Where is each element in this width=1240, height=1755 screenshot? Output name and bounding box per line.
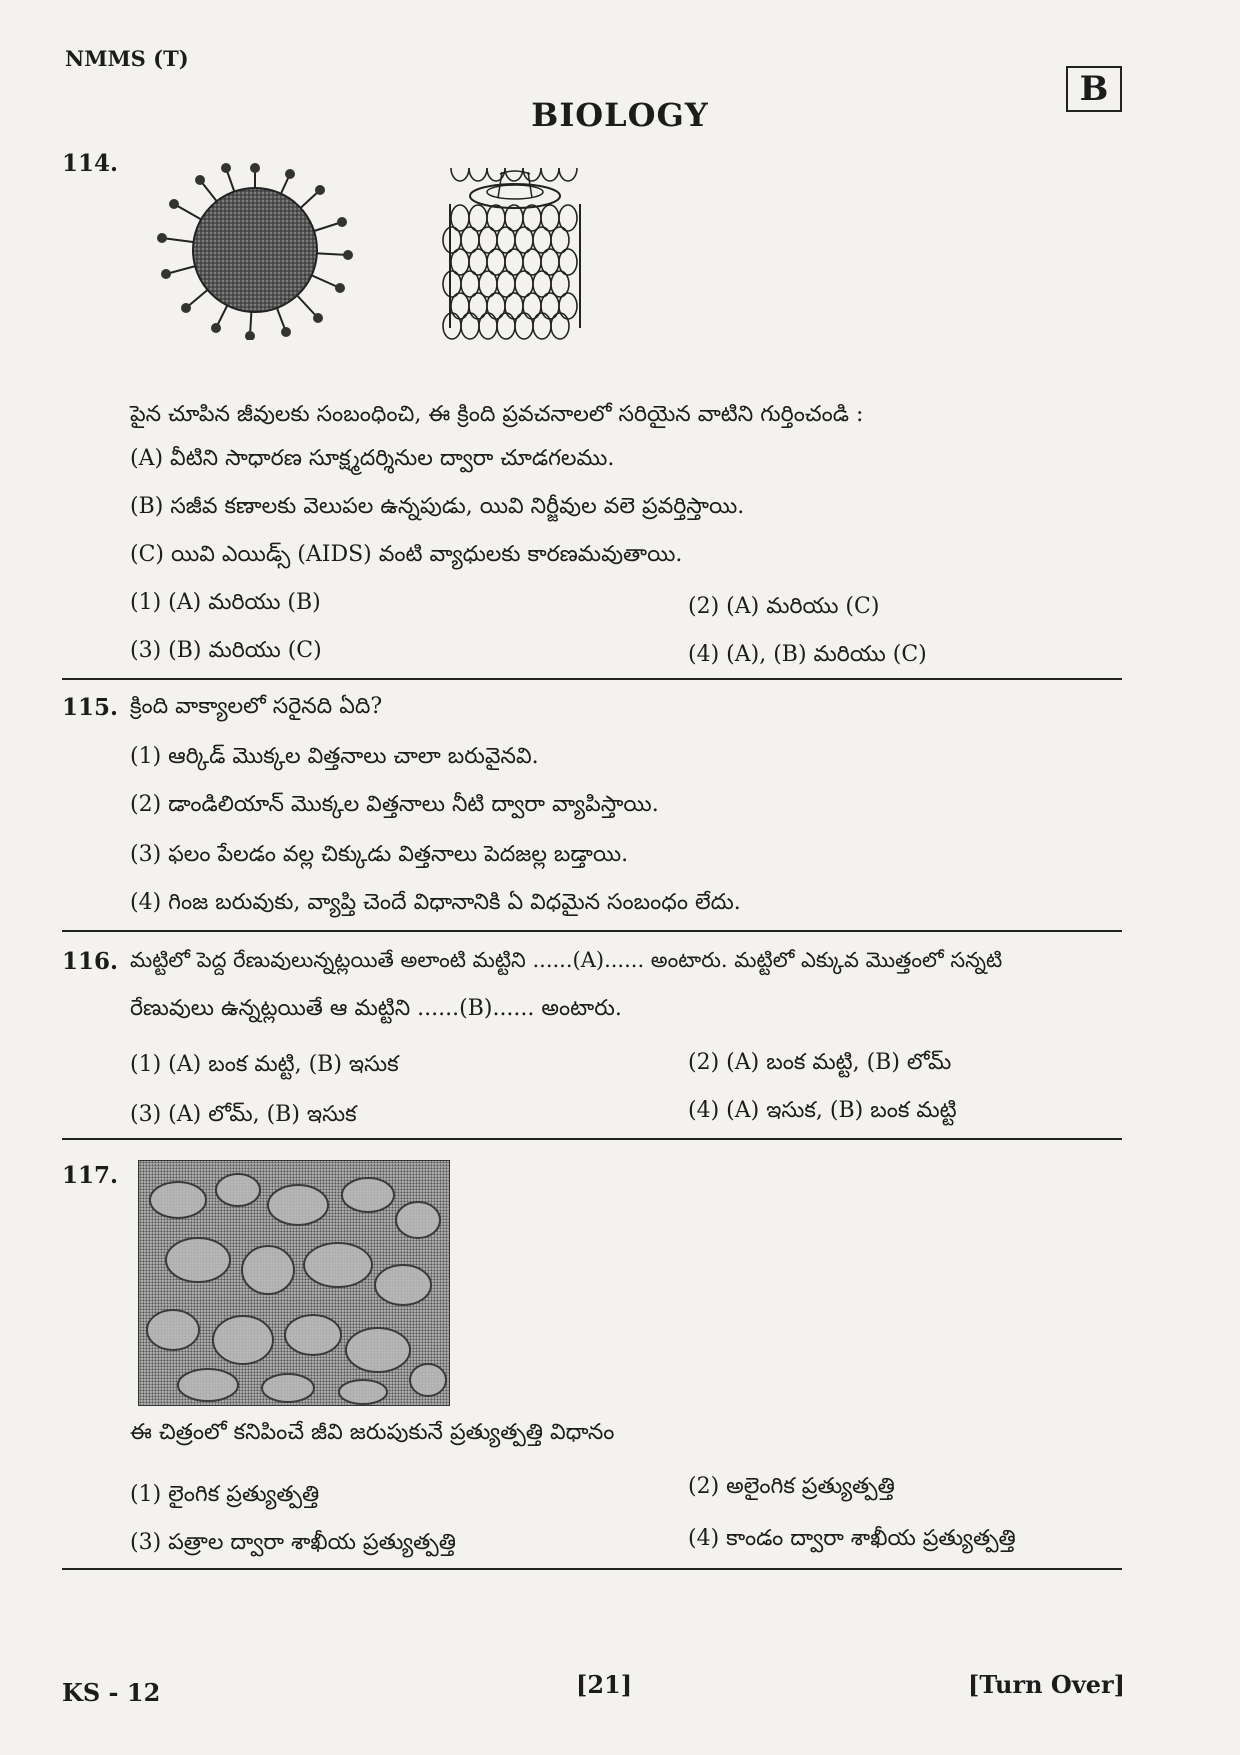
q114-option-2[interactable]: (2) (A) మరియు (C): [688, 594, 880, 619]
booklet-code: KS - 12: [62, 1678, 161, 1707]
page-number: [21]: [576, 1670, 633, 1699]
divider: [62, 1568, 1122, 1570]
question-number-116: 116.: [62, 948, 119, 975]
q114-option-1[interactable]: (1) (A) మరియు (B): [130, 590, 321, 615]
q114-statement-a: (A) వీటిని సాధారణ సూక్ష్మదర్శినుల ద్వారా చూడగలము.: [130, 446, 615, 471]
q114-statement-b: (B) సజీవ కణాలకు వెలుపల ఉన్నపుడు, యివి నిర్జీవుల వలె ప్రవర్తిస్తాయి.: [130, 494, 745, 519]
virus-illustration: [150, 160, 360, 340]
divider: [62, 930, 1122, 932]
q117-option-4[interactable]: (4) కాండం ద్వారా శాఖీయ ప్రత్యుత్పత్తి: [688, 1526, 1016, 1551]
q115-option-2[interactable]: (2) డాండిలియాన్ మొక్కల విత్తనాలు నీటి ద్వారా వ్యాపిస్తాయి.: [130, 792, 659, 817]
q115-option-3[interactable]: (3) ఫలం పేలడం వల్ల చిక్కుడు విత్తనాలు పెదజల్ల బడ్తాయి.: [130, 842, 629, 867]
q117-option-2[interactable]: (2) అలైంగిక ప్రత్యుత్పత్తి: [688, 1474, 895, 1499]
q117-option-3[interactable]: (3) పత్రాల ద్వారా శాఖీయ ప్రత్యుత్పత్తి: [130, 1530, 456, 1555]
q116-option-4[interactable]: (4) (A) ఇసుక, (B) బంక మట్టి: [688, 1098, 957, 1123]
q114-option-4[interactable]: (4) (A), (B) మరియు (C): [688, 642, 927, 667]
turn-over-label: [Turn Over]: [968, 1670, 1126, 1699]
q114-option-3[interactable]: (3) (B) మరియు (C): [130, 638, 322, 663]
divider: [62, 678, 1122, 680]
question-number-117: 117.: [62, 1162, 119, 1189]
q117-stem: ఈ చిత్రంలో కనిపించే జీవి జరుపుకునే ప్రత్యుత్పత్తి విధానం: [130, 1420, 615, 1445]
q114-stem: పైన చూపిన జీవులకు సంబంధించి, ఈ క్రింది ప్రవచనాలలో సరియైన వాటిని గుర్తించండి :: [130, 402, 864, 427]
yeast-micrograph: [138, 1160, 450, 1406]
exam-code: NMMS (T): [65, 46, 189, 71]
q114-statement-c: (C) యివి ఎయిడ్స్ (AIDS) వంటి వ్యాధులకు కారణమవుతాయి.: [130, 542, 683, 567]
q116-option-3[interactable]: (3) (A) లోమ్, (B) ఇసుక: [130, 1102, 357, 1127]
q116-stem-line2: రేణువులు ఉన్నట్లయితే ఆ మట్టిని ......(B)...... అంటారు.: [130, 996, 622, 1021]
q115-option-4[interactable]: (4) గింజ బరువుకు, వ్యాప్తి చెందే విధానానికి ఏ విధమైన సంబంధం లేదు.: [130, 890, 741, 915]
set-letter-box: B: [1066, 66, 1122, 112]
q115-stem: క్రింది వాక్యాలలో సరైనది ఏది?: [130, 694, 383, 719]
question-number-114: 114.: [62, 150, 119, 177]
q116-option-2[interactable]: (2) (A) బంక మట్టి, (B) లోమ్: [688, 1050, 952, 1075]
question-number-115: 115.: [62, 694, 119, 721]
subject-title: BIOLOGY: [531, 96, 709, 134]
q116-stem-line1: మట్టిలో పెద్ద రేణువులున్నట్లయితే అలాంటి మట్టిని ......(A)...... అంటారు. మట్టిలో ఎక్కువ మొత్తంలో సన్నటి: [130, 948, 1003, 972]
rod-virus-illustration: [440, 168, 610, 348]
divider: [62, 1138, 1122, 1140]
q115-option-1[interactable]: (1) ఆర్కిడ్ మొక్కల విత్తనాలు చాలా బరువైనవి.: [130, 744, 539, 769]
q116-option-1[interactable]: (1) (A) బంక మట్టి, (B) ఇసుక: [130, 1052, 399, 1077]
q117-option-1[interactable]: (1) లైంగిక ప్రత్యుత్పత్తి: [130, 1482, 320, 1507]
